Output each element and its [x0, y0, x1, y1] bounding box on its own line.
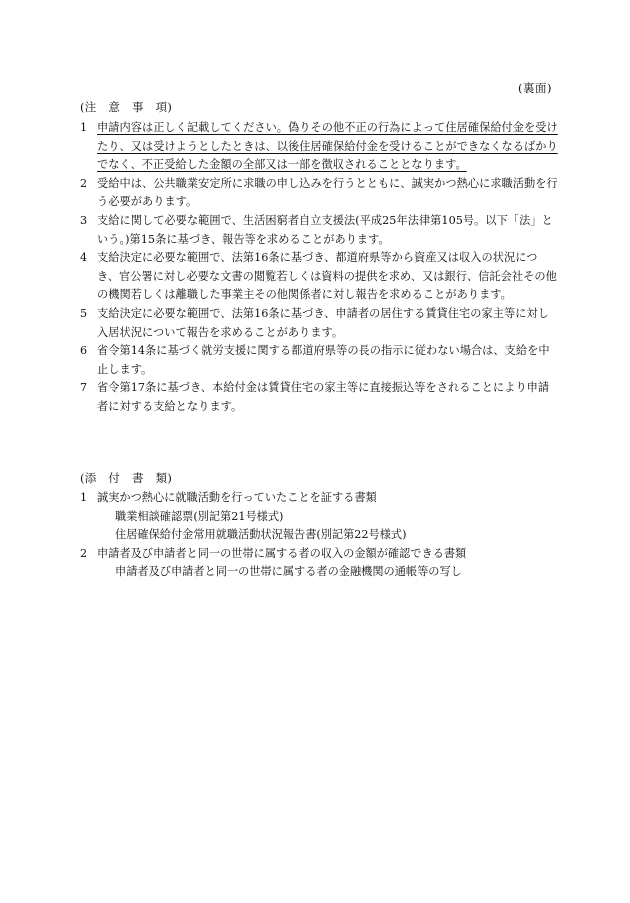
note-item [80, 342, 558, 379]
note-number: 4 [80, 251, 88, 265]
note-text: 支給に関して必要な範囲で、生活困窮者自立支援法(平成25年法律第105号。以下「法」という。)第15条に基づき、報告等を求めることがあります。 [97, 213, 553, 246]
attachments-heading: (添 付 書 類) [80, 471, 173, 485]
note-text: 支給決定に必要な範囲で、法第16条に基づき、申請者の居住する賃貸住宅の家主等に対し入居状況について報告を求めることがあります。 [97, 306, 549, 339]
attachments-list [80, 489, 558, 582]
notes-heading: (注 意 事 項) [80, 100, 173, 114]
note-text: 支給決定に必要な範囲で、法第16条に基づき、都道府県等から資産又は収入の状況につき、官公署に対し必要な文書の閲覧若しくは資料の提供を求め、又は銀行、信託会社その他の機関若しくは離職した事業主その他関係者に対し報告を求めることがあります。 [97, 251, 557, 302]
note-item [80, 249, 558, 305]
attachment-item [80, 545, 558, 564]
note-number: 2 [80, 176, 88, 190]
note-item [80, 175, 558, 212]
note-number: 3 [80, 213, 88, 227]
note-number: 7 [80, 381, 88, 395]
note-item [80, 119, 558, 175]
note-text: 省令第17条に基づき、本給付金は賃貸住宅の家主等に直接振込等をされることにより申請者に対する支給となります。 [97, 381, 550, 413]
attachment-doc: 住居確保給付金常用就職活動状況報告書(別記第22号様式) [115, 528, 407, 542]
note-item [80, 212, 558, 249]
note-number: 6 [80, 344, 88, 358]
attachment-title: 申請者及び申請者と同一の世帯に属する者の収入の金額が確認できる書類 [97, 546, 467, 560]
attachment-title: 誠実かつ熱心に就職活動を行っていたことを証する書類 [97, 491, 377, 504]
note-text: 受給中は、公共職業安定所に求職の申し込みを行うとともに、誠実かつ熱心に求職活動を行う必要があります。 [97, 176, 558, 209]
note-text: 省令第14条に基づく就労支援に関する都道府県等の長の指示に従わない場合は、支給を中止します。 [97, 344, 550, 376]
note-item [80, 379, 558, 416]
note-number: 5 [80, 306, 88, 320]
note-number: 1 [80, 121, 88, 134]
page-side-label: (裏面) [518, 81, 552, 95]
note-item [80, 305, 558, 342]
attachment-number: 2 [80, 546, 88, 560]
notes-list [80, 119, 558, 417]
attachment-number: 1 [80, 491, 88, 504]
note-text-warning: 申請内容は正しく記載してください。偽りその他不正の行為によって住居確保給付金を受けたり、又は受けようとしたときは、以後住居確保給付金を受けることができなくなるばかりでなく、不正受給した金額の全部又は一部を徴収されることとなります。 [97, 121, 558, 172]
attachment-doc: 申請者及び申請者と同一の世帯に属する者の金融機関の通帳等の写し [115, 565, 462, 579]
attachment-doc: 職業相談確認票(別記第21号様式) [115, 509, 284, 523]
attachment-item [80, 489, 558, 508]
